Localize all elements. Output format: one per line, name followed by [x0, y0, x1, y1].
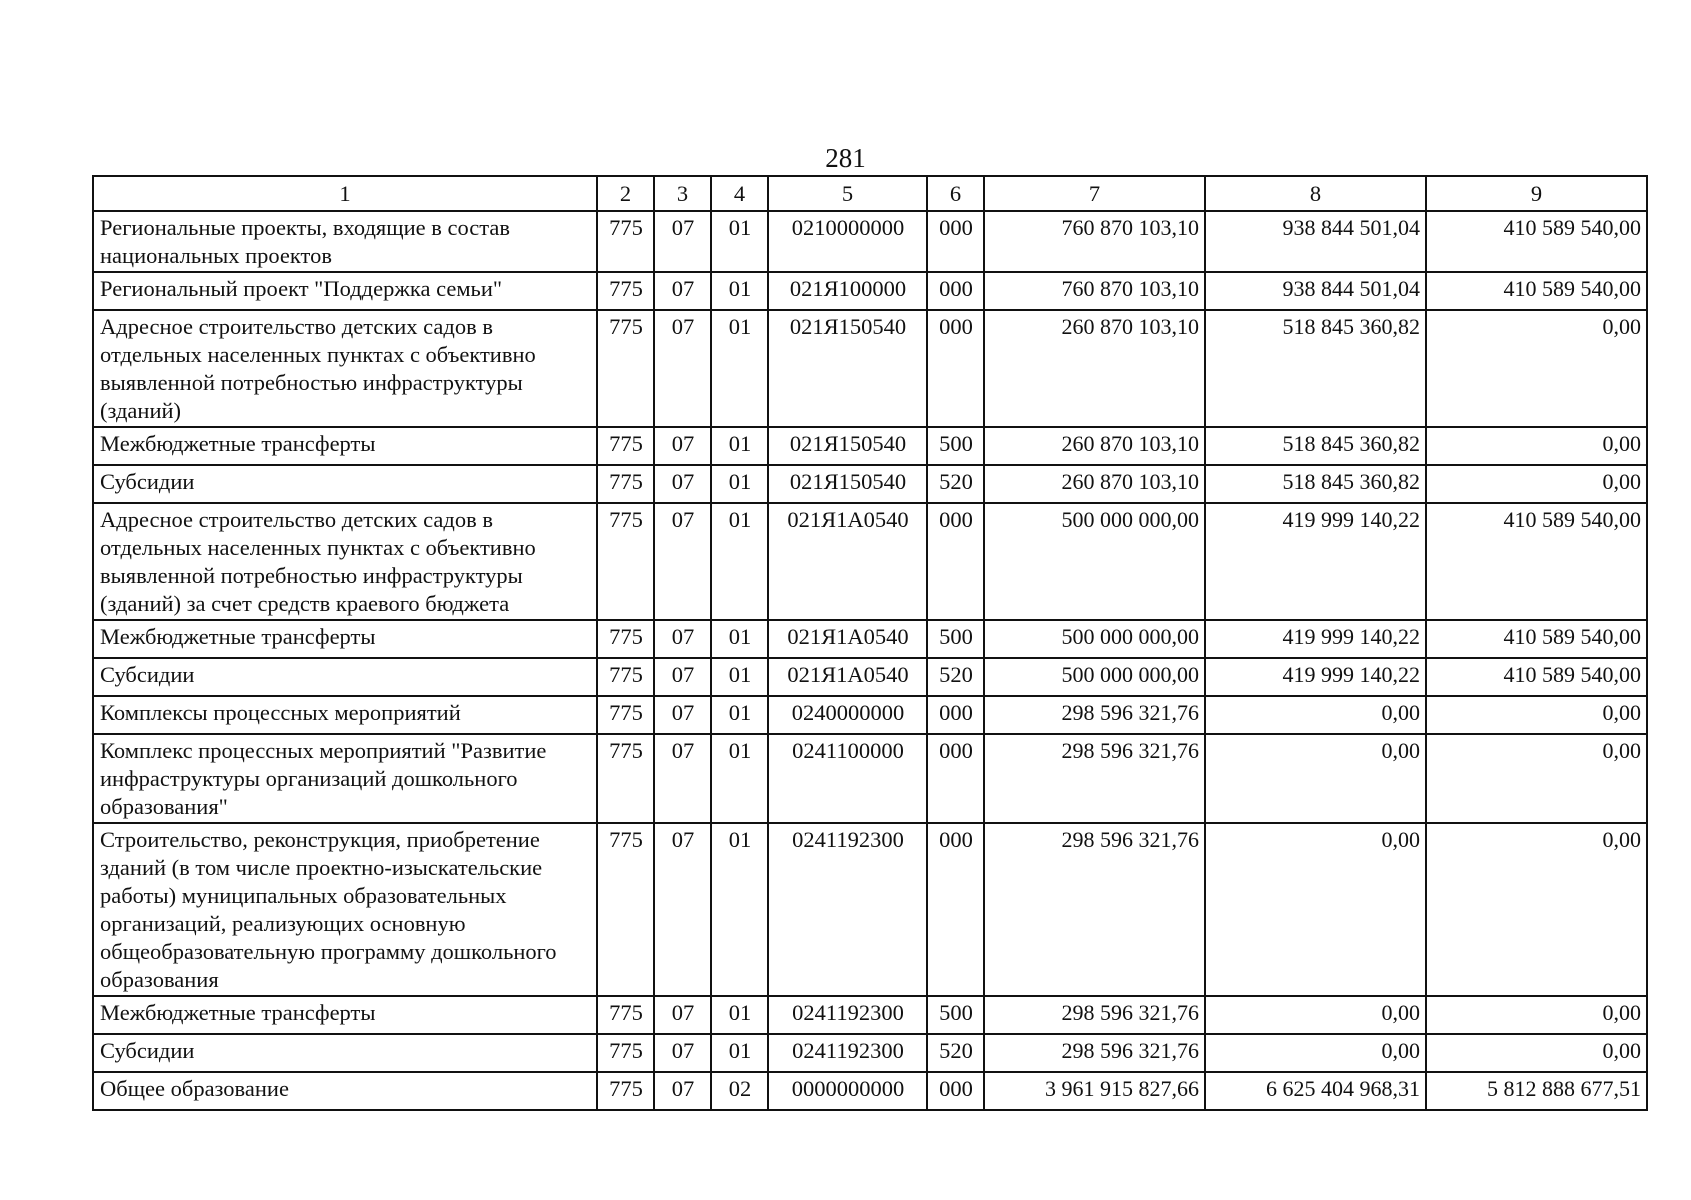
amount-cell: 0,00: [1205, 1034, 1426, 1072]
amount-cell: 0,00: [1426, 996, 1647, 1034]
amount-cell: 419 999 140,22: [1205, 658, 1426, 696]
column-header: 4: [711, 176, 768, 211]
code-cell: 01: [711, 272, 768, 310]
table-row: [93, 620, 1647, 658]
amount-cell: 298 596 321,76: [984, 996, 1205, 1034]
amount-cell: 410 589 540,00: [1426, 211, 1647, 272]
amount-cell: 410 589 540,00: [1426, 272, 1647, 310]
code-cell: 775: [597, 734, 654, 823]
code-cell: 07: [654, 503, 711, 620]
column-header: 5: [768, 176, 927, 211]
code-cell: 500: [927, 996, 984, 1034]
code-cell: 01: [711, 1034, 768, 1072]
row-name-cell: Межбюджетные трансферты: [93, 427, 597, 465]
code-cell: 0241192300: [768, 1034, 927, 1072]
code-cell: 775: [597, 427, 654, 465]
code-cell: 07: [654, 620, 711, 658]
code-cell: 021Я150540: [768, 310, 927, 427]
code-cell: 07: [654, 658, 711, 696]
code-cell: 07: [654, 211, 711, 272]
amount-cell: 518 845 360,82: [1205, 310, 1426, 427]
amount-cell: 260 870 103,10: [984, 427, 1205, 465]
row-name-cell: Строительство, реконструкция, приобретение зданий (в том числе проектно-изыскательские работы) муниципальных образовательных организаций, реализующих основную общеобразовательную программу дошкольного образования: [93, 823, 597, 996]
amount-cell: 0,00: [1426, 696, 1647, 734]
code-cell: 021Я150540: [768, 427, 927, 465]
row-name-cell: Адресное строительство детских садов в отдельных населенных пунктах с объективно выявленной потребностью инфраструктуры (зданий) за счет средств краевого бюджета: [93, 503, 597, 620]
code-cell: 520: [927, 658, 984, 696]
amount-cell: 260 870 103,10: [984, 310, 1205, 427]
amount-cell: 0,00: [1426, 427, 1647, 465]
amount-cell: 0,00: [1426, 465, 1647, 503]
amount-cell: 0,00: [1426, 734, 1647, 823]
code-cell: 775: [597, 620, 654, 658]
page-number: 281: [825, 143, 866, 173]
code-cell: 775: [597, 996, 654, 1034]
table-row: [93, 465, 1647, 503]
code-cell: 000: [927, 211, 984, 272]
code-cell: 000: [927, 272, 984, 310]
amount-cell: 500 000 000,00: [984, 503, 1205, 620]
code-cell: 775: [597, 1072, 654, 1110]
column-header: 1: [93, 176, 597, 211]
amount-cell: 500 000 000,00: [984, 658, 1205, 696]
amount-cell: 260 870 103,10: [984, 465, 1205, 503]
code-cell: 07: [654, 310, 711, 427]
code-cell: 0241192300: [768, 823, 927, 996]
row-name-cell: Межбюджетные трансферты: [93, 996, 597, 1034]
code-cell: 01: [711, 427, 768, 465]
code-cell: 520: [927, 1034, 984, 1072]
table-row: [93, 734, 1647, 823]
amount-cell: 518 845 360,82: [1205, 427, 1426, 465]
code-cell: 01: [711, 465, 768, 503]
column-header: 9: [1426, 176, 1647, 211]
amount-cell: 518 845 360,82: [1205, 465, 1426, 503]
row-name-cell: Региональные проекты, входящие в состав национальных проектов: [93, 211, 597, 272]
table-row: [93, 696, 1647, 734]
code-cell: 0210000000: [768, 211, 927, 272]
code-cell: 07: [654, 427, 711, 465]
code-cell: 01: [711, 734, 768, 823]
code-cell: 01: [711, 823, 768, 996]
code-cell: 775: [597, 465, 654, 503]
row-name-cell: Межбюджетные трансферты: [93, 620, 597, 658]
code-cell: 07: [654, 823, 711, 996]
code-cell: 000: [927, 734, 984, 823]
code-cell: 07: [654, 696, 711, 734]
column-header: 6: [927, 176, 984, 211]
row-name-cell: Комплексы процессных мероприятий: [93, 696, 597, 734]
code-cell: 021Я150540: [768, 465, 927, 503]
code-cell: 021Я100000: [768, 272, 927, 310]
header-row: [93, 176, 1647, 211]
code-cell: 07: [654, 1072, 711, 1110]
table-row: [93, 996, 1647, 1034]
row-name-cell: Субсидии: [93, 465, 597, 503]
code-cell: 01: [711, 503, 768, 620]
code-cell: 000: [927, 1072, 984, 1110]
table-row: [93, 503, 1647, 620]
row-name-cell: Адресное строительство детских садов в отдельных населенных пунктах с объективно выявленной потребностью инфраструктуры (зданий): [93, 310, 597, 427]
row-name-cell: Региональный проект "Поддержка семьи": [93, 272, 597, 310]
code-cell: 0240000000: [768, 696, 927, 734]
budget-table: [92, 175, 1648, 1111]
code-cell: 000: [927, 310, 984, 427]
amount-cell: 6 625 404 968,31: [1205, 1072, 1426, 1110]
code-cell: 01: [711, 310, 768, 427]
code-cell: 01: [711, 696, 768, 734]
code-cell: 775: [597, 272, 654, 310]
table-row: [93, 211, 1647, 272]
code-cell: 07: [654, 465, 711, 503]
amount-cell: 938 844 501,04: [1205, 272, 1426, 310]
amount-cell: 410 589 540,00: [1426, 658, 1647, 696]
row-name-cell: Субсидии: [93, 1034, 597, 1072]
code-cell: 775: [597, 310, 654, 427]
table-row: [93, 1034, 1647, 1072]
code-cell: 775: [597, 658, 654, 696]
amount-cell: 0,00: [1205, 823, 1426, 996]
code-cell: 775: [597, 1034, 654, 1072]
code-cell: 500: [927, 427, 984, 465]
column-header: 3: [654, 176, 711, 211]
table-row: [93, 272, 1647, 310]
code-cell: 500: [927, 620, 984, 658]
column-header: 8: [1205, 176, 1426, 211]
amount-cell: 0,00: [1205, 734, 1426, 823]
table-row: [93, 823, 1647, 996]
amount-cell: 419 999 140,22: [1205, 503, 1426, 620]
code-cell: 01: [711, 211, 768, 272]
code-cell: 0241100000: [768, 734, 927, 823]
code-cell: 07: [654, 996, 711, 1034]
row-name-cell: Комплекс процессных мероприятий "Развитие инфраструктуры организаций дошкольного образования": [93, 734, 597, 823]
amount-cell: 298 596 321,76: [984, 1034, 1205, 1072]
code-cell: 000: [927, 503, 984, 620]
code-cell: 000: [927, 823, 984, 996]
code-cell: 01: [711, 996, 768, 1034]
table-row: [93, 427, 1647, 465]
code-cell: 021Я1А0540: [768, 620, 927, 658]
amount-cell: 0,00: [1205, 696, 1426, 734]
code-cell: 07: [654, 1034, 711, 1072]
code-cell: 07: [654, 734, 711, 823]
amount-cell: 938 844 501,04: [1205, 211, 1426, 272]
code-cell: 520: [927, 465, 984, 503]
code-cell: 021Я1А0540: [768, 503, 927, 620]
amount-cell: 410 589 540,00: [1426, 503, 1647, 620]
amount-cell: 760 870 103,10: [984, 272, 1205, 310]
amount-cell: 298 596 321,76: [984, 734, 1205, 823]
amount-cell: 5 812 888 677,51: [1426, 1072, 1647, 1110]
code-cell: 000: [927, 696, 984, 734]
table-body: [93, 176, 1647, 1110]
code-cell: 07: [654, 272, 711, 310]
code-cell: 775: [597, 823, 654, 996]
column-header: 7: [984, 176, 1205, 211]
amount-cell: 298 596 321,76: [984, 696, 1205, 734]
amount-cell: 0,00: [1426, 1034, 1647, 1072]
code-cell: 0241192300: [768, 996, 927, 1034]
table-row: [93, 310, 1647, 427]
amount-cell: 298 596 321,76: [984, 823, 1205, 996]
amount-cell: 0,00: [1426, 310, 1647, 427]
row-name-cell: Общее образование: [93, 1072, 597, 1110]
table-row: [93, 658, 1647, 696]
row-name-cell: Субсидии: [93, 658, 597, 696]
code-cell: 021Я1А0540: [768, 658, 927, 696]
code-cell: 775: [597, 503, 654, 620]
code-cell: 0000000000: [768, 1072, 927, 1110]
amount-cell: 0,00: [1205, 996, 1426, 1034]
table-row: [93, 1072, 1647, 1110]
amount-cell: 410 589 540,00: [1426, 620, 1647, 658]
code-cell: 01: [711, 658, 768, 696]
code-cell: 775: [597, 696, 654, 734]
amount-cell: 3 961 915 827,66: [984, 1072, 1205, 1110]
code-cell: 01: [711, 620, 768, 658]
column-header: 2: [597, 176, 654, 211]
code-cell: 775: [597, 211, 654, 272]
amount-cell: 0,00: [1426, 823, 1647, 996]
amount-cell: 500 000 000,00: [984, 620, 1205, 658]
code-cell: 02: [711, 1072, 768, 1110]
amount-cell: 419 999 140,22: [1205, 620, 1426, 658]
amount-cell: 760 870 103,10: [984, 211, 1205, 272]
